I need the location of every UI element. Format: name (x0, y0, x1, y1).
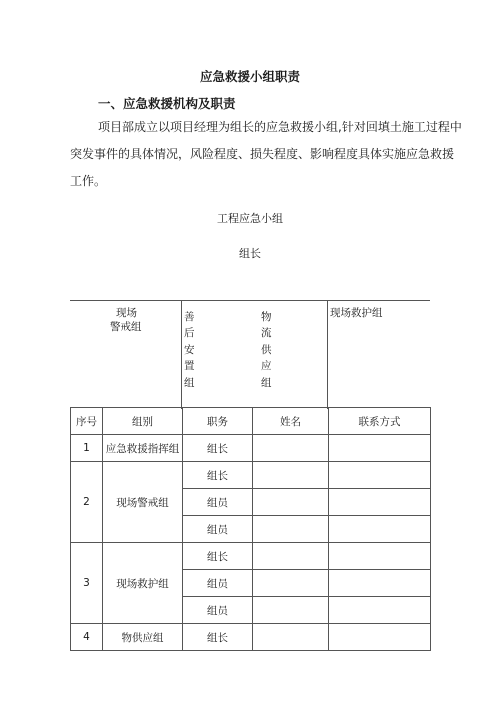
row-no: 3 (71, 543, 103, 624)
org-chart-title: 工程应急小组 (217, 212, 283, 225)
row-name-cell (253, 516, 329, 543)
row-contact-cell (329, 570, 431, 597)
org-divider (327, 301, 328, 409)
supply-char: 组 (261, 377, 272, 389)
header-contact: 联系方式 (329, 408, 431, 435)
aftermath-char: 置 (184, 360, 195, 372)
paragraph-line-3: 工作。 (70, 174, 107, 188)
org-chart-leader: 组长 (239, 247, 261, 260)
aftermath-char: 后 (184, 327, 195, 339)
row-group-name: 应急救援指挥组 (103, 435, 183, 462)
row-name-cell (253, 624, 329, 651)
row-group-name: 现场救护组 (103, 543, 183, 624)
table-row (71, 435, 431, 462)
row-role: 组员 (183, 570, 253, 597)
row-role: 组长 (183, 435, 253, 462)
row-name-cell (253, 489, 329, 516)
row-role: 组员 (183, 597, 253, 624)
header-role: 职务 (183, 408, 253, 435)
row-no: 4 (71, 624, 103, 651)
row-no: 1 (71, 435, 103, 462)
row-name-cell (253, 435, 329, 462)
header-group: 组别 (103, 408, 183, 435)
table-row (71, 462, 431, 489)
aftermath-char: 安 (184, 344, 195, 356)
row-contact-cell (329, 462, 431, 489)
row-role: 组员 (183, 516, 253, 543)
org-structure-box (70, 300, 430, 409)
row-name-cell (253, 597, 329, 624)
row-contact-cell (329, 597, 431, 624)
table-row (71, 624, 431, 651)
paragraph-line-2: 突发事件的具体情况，风险程度、损失程度、影响程度具体实施应急救援 (70, 147, 455, 161)
table-row (71, 543, 431, 570)
supply-char: 流 (261, 327, 272, 339)
row-no: 2 (71, 462, 103, 543)
row-name-cell (253, 570, 329, 597)
guard-group-label-2: 警戒组 (110, 321, 142, 333)
row-contact-cell (329, 624, 431, 651)
table-header-row (71, 408, 431, 435)
section-heading: 一、应急救援机构及职责 (98, 96, 236, 111)
row-contact-cell (329, 543, 431, 570)
paragraph-line-1: 项目部成立以项目经理为组长的应急救援小组,针对回填土施工过程中 (98, 120, 462, 134)
row-role: 组长 (183, 624, 253, 651)
row-group-name: 物供应组 (103, 624, 183, 651)
aftermath-char: 组 (184, 377, 195, 389)
row-role: 组长 (183, 543, 253, 570)
row-contact-cell (329, 516, 431, 543)
contact-table (70, 407, 431, 651)
row-role: 组员 (183, 489, 253, 516)
header-no: 序号 (71, 408, 103, 435)
supply-char: 供 (261, 344, 272, 356)
row-group-name: 现场警戒组 (103, 462, 183, 543)
row-contact-cell (329, 489, 431, 516)
rescue-group-label: 现场救护组 (330, 307, 383, 319)
row-role: 组长 (183, 462, 253, 489)
header-name: 姓名 (253, 408, 329, 435)
guard-group-label-1: 现场 (116, 307, 137, 319)
org-divider (181, 301, 182, 409)
row-name-cell (253, 462, 329, 489)
row-contact-cell (329, 435, 431, 462)
document-title: 应急救援小组职责 (199, 69, 300, 84)
supply-char: 物 (261, 311, 272, 323)
aftermath-char: 善 (184, 311, 195, 323)
supply-char: 应 (261, 360, 272, 372)
row-name-cell (253, 543, 329, 570)
